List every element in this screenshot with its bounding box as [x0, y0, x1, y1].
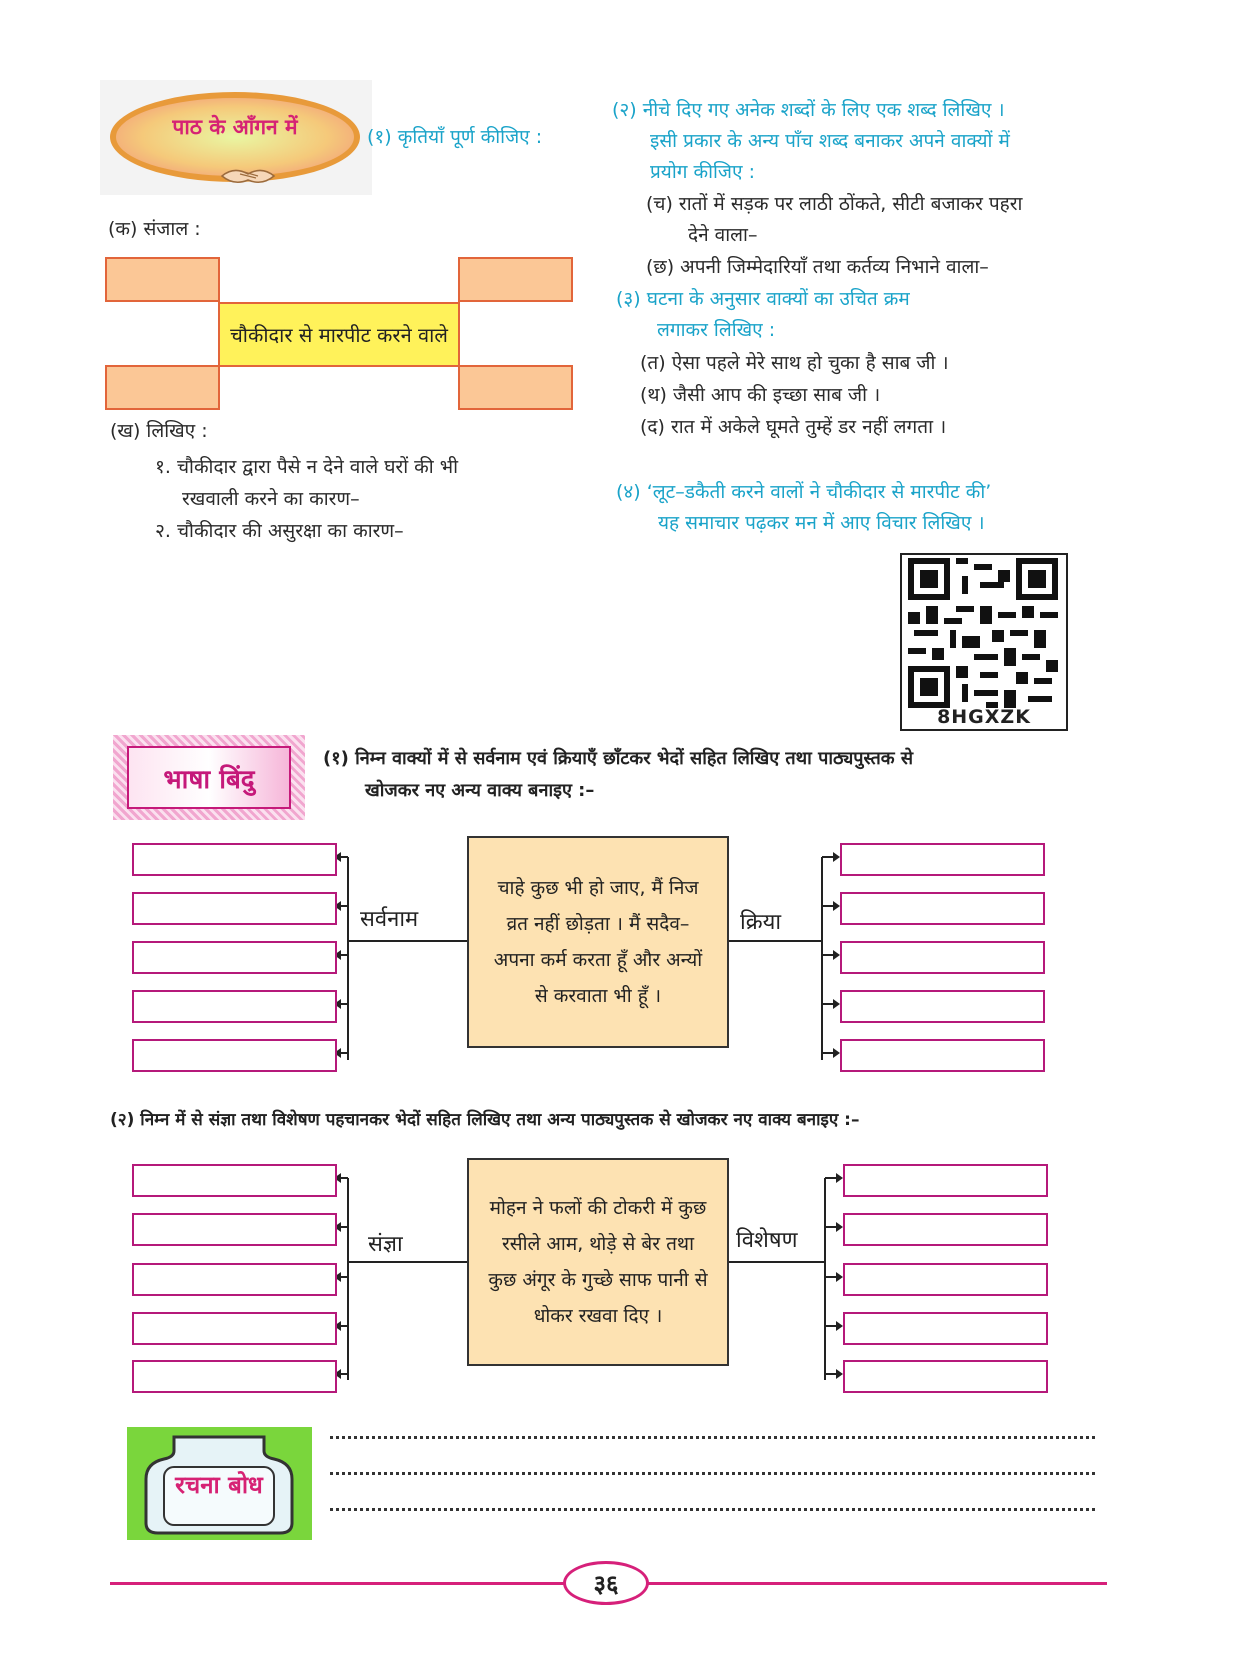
sarvanam-answer-box-5[interactable]	[132, 1039, 337, 1072]
visheshan-answer-box-1[interactable]	[843, 1164, 1048, 1197]
kriya-answer-box-1[interactable]	[840, 843, 1045, 876]
q2-cha-line-1: (च) रातों में सड़क पर लाठी ठोंकते, सीटी बजाकर पहरा	[646, 193, 1023, 215]
d1-center-line-2: व्रत नहीं छोड़ता । मैं सदैव–	[506, 913, 690, 935]
sarvanam-answer-box-1[interactable]	[132, 843, 337, 876]
sarvanam-label: सर्वनाम	[360, 907, 419, 932]
kriya-answer-box-5[interactable]	[840, 1039, 1045, 1072]
sangya-answer-box-4[interactable]	[132, 1312, 337, 1345]
d2-center-line-2: रसीले आम, थोड़े से बेर तथा	[501, 1233, 694, 1255]
answer-line-2[interactable]	[330, 1472, 1095, 1475]
d2-center-line-4: धोकर रखवा दिए ।	[533, 1305, 663, 1327]
sanjaal-center-box: चौकीदार से मारपीट करने वाले	[218, 302, 460, 367]
visheshan-answer-box-3[interactable]	[843, 1263, 1048, 1296]
bb-q1-line-1: (१) निम्न वाक्यों में से सर्वनाम एवं क्रियाएँ छाँटकर भेदों सहित लिखिए तथा पाठ्यपुस्तक से	[323, 748, 914, 769]
q3-line-2: लगाकर लिखिए :	[657, 319, 776, 341]
answer-line-1[interactable]	[330, 1436, 1095, 1439]
q2-cha-line-2: देने वाला–	[688, 224, 758, 246]
q2-line-1: (२) नीचे दिए गए अनेक शब्दों के लिए एक शब्द लिखिए ।	[612, 99, 1005, 121]
page-number: ३६	[563, 1561, 649, 1605]
sangya-answer-box-1[interactable]	[132, 1164, 337, 1197]
diagram-1-center-box	[467, 836, 729, 1048]
visheshan-answer-box-4[interactable]	[843, 1312, 1048, 1345]
section-badge-label: पाठ के आँगन में	[172, 115, 298, 139]
sangya-label: संज्ञा	[368, 1232, 403, 1257]
sarvanam-answer-box-4[interactable]	[132, 990, 337, 1023]
visheshan-answer-box-5[interactable]	[843, 1360, 1048, 1393]
d2-center-line-3: कुछ अंगूर के गुच्छे साफ पानी से	[488, 1269, 708, 1291]
bhasha-bindu-badge: भाषा बिंदु	[127, 746, 291, 809]
q3-item-tha: (थ) जैसी आप की इच्छा साब जी ।	[640, 384, 881, 406]
q3-line-1: (३) घटना के अनुसार वाक्यों का उचित क्रम	[616, 288, 910, 310]
q2-line-3: प्रयोग कीजिए :	[650, 161, 755, 183]
kriya-answer-box-3[interactable]	[840, 941, 1045, 974]
qr-code-label: 8HGXZK	[937, 706, 1031, 728]
q1-kha-item-2: २. चौकीदार की असुरक्षा का कारण–	[155, 520, 404, 542]
bb-q2-text: (२) निम्न में से संज्ञा तथा विशेषण पहचानकर भेदों सहित लिखिए तथा अन्य पाठ्यपुस्तक से खोजकर नए वाक्य बनाइए :–	[110, 1110, 860, 1130]
q3-item-da: (द) रात में अकेले घूमते तुम्हें डर नहीं लगता ।	[640, 416, 947, 438]
bb-q1-line-2: खोजकर नए अन्य वाक्य बनाइए :–	[365, 780, 595, 801]
q1-kha-item-1-cont: रखवाली करने का कारण–	[182, 488, 360, 510]
q4-line-2: यह समाचार पढ़कर मन में आए विचार लिखिए ।	[658, 512, 985, 534]
q2-line-2: इसी प्रकार के अन्य पाँच शब्द बनाकर अपने वाक्यों में	[650, 130, 1010, 152]
d2-center-line-1: मोहन ने फलों की टोकरी में कुछ	[489, 1197, 707, 1219]
kriya-answer-box-2[interactable]	[840, 892, 1045, 925]
answer-line-3[interactable]	[330, 1508, 1095, 1511]
diagram-2-center-box	[467, 1158, 729, 1366]
sarvanam-answer-box-3[interactable]	[132, 941, 337, 974]
sangya-answer-box-3[interactable]	[132, 1263, 337, 1296]
sangya-answer-box-2[interactable]	[132, 1213, 337, 1246]
q4-line-1: (४) ‘लूट–डकैती करने वालों ने चौकीदार से मारपीट की’	[616, 481, 992, 503]
q1-kha-item-1: १. चौकीदार द्वारा पैसे न देने वाले घरों की भी	[155, 456, 458, 478]
d1-center-line-1: चाहे कुछ भी हो जाए, मैं निज	[497, 877, 699, 899]
kriya-answer-box-4[interactable]	[840, 990, 1045, 1023]
visheshan-answer-box-2[interactable]	[843, 1213, 1048, 1246]
q1-kha-label: (ख) लिखिए :	[110, 420, 208, 442]
sangya-answer-box-5[interactable]	[132, 1360, 337, 1393]
footer-rule-left	[110, 1582, 565, 1585]
d1-center-line-4: से करवाता भी हूँ ।	[534, 985, 662, 1007]
q1-title: (१) कृतियाँ पूर्ण कीजिए :	[367, 126, 543, 148]
kriya-label: क्रिया	[740, 910, 782, 935]
q1-ka-label: (क) संजाल :	[108, 218, 201, 240]
sarvanam-answer-box-2[interactable]	[132, 892, 337, 925]
q2-chha: (छ) अपनी जिम्मेदारियाँ तथा कर्तव्य निभाने वाला–	[646, 256, 989, 278]
footer-rule-right	[647, 1582, 1107, 1585]
visheshan-label: विशेषण	[736, 1228, 798, 1253]
rachna-bodh-badge: रचना बोध	[175, 1471, 263, 1499]
d1-center-line-3: अपना कर्म करता हूँ और अन्यों	[493, 949, 703, 971]
q3-item-ta: (त) ऐसा पहले मेरे साथ हो चुका है साब जी ।	[640, 352, 949, 374]
